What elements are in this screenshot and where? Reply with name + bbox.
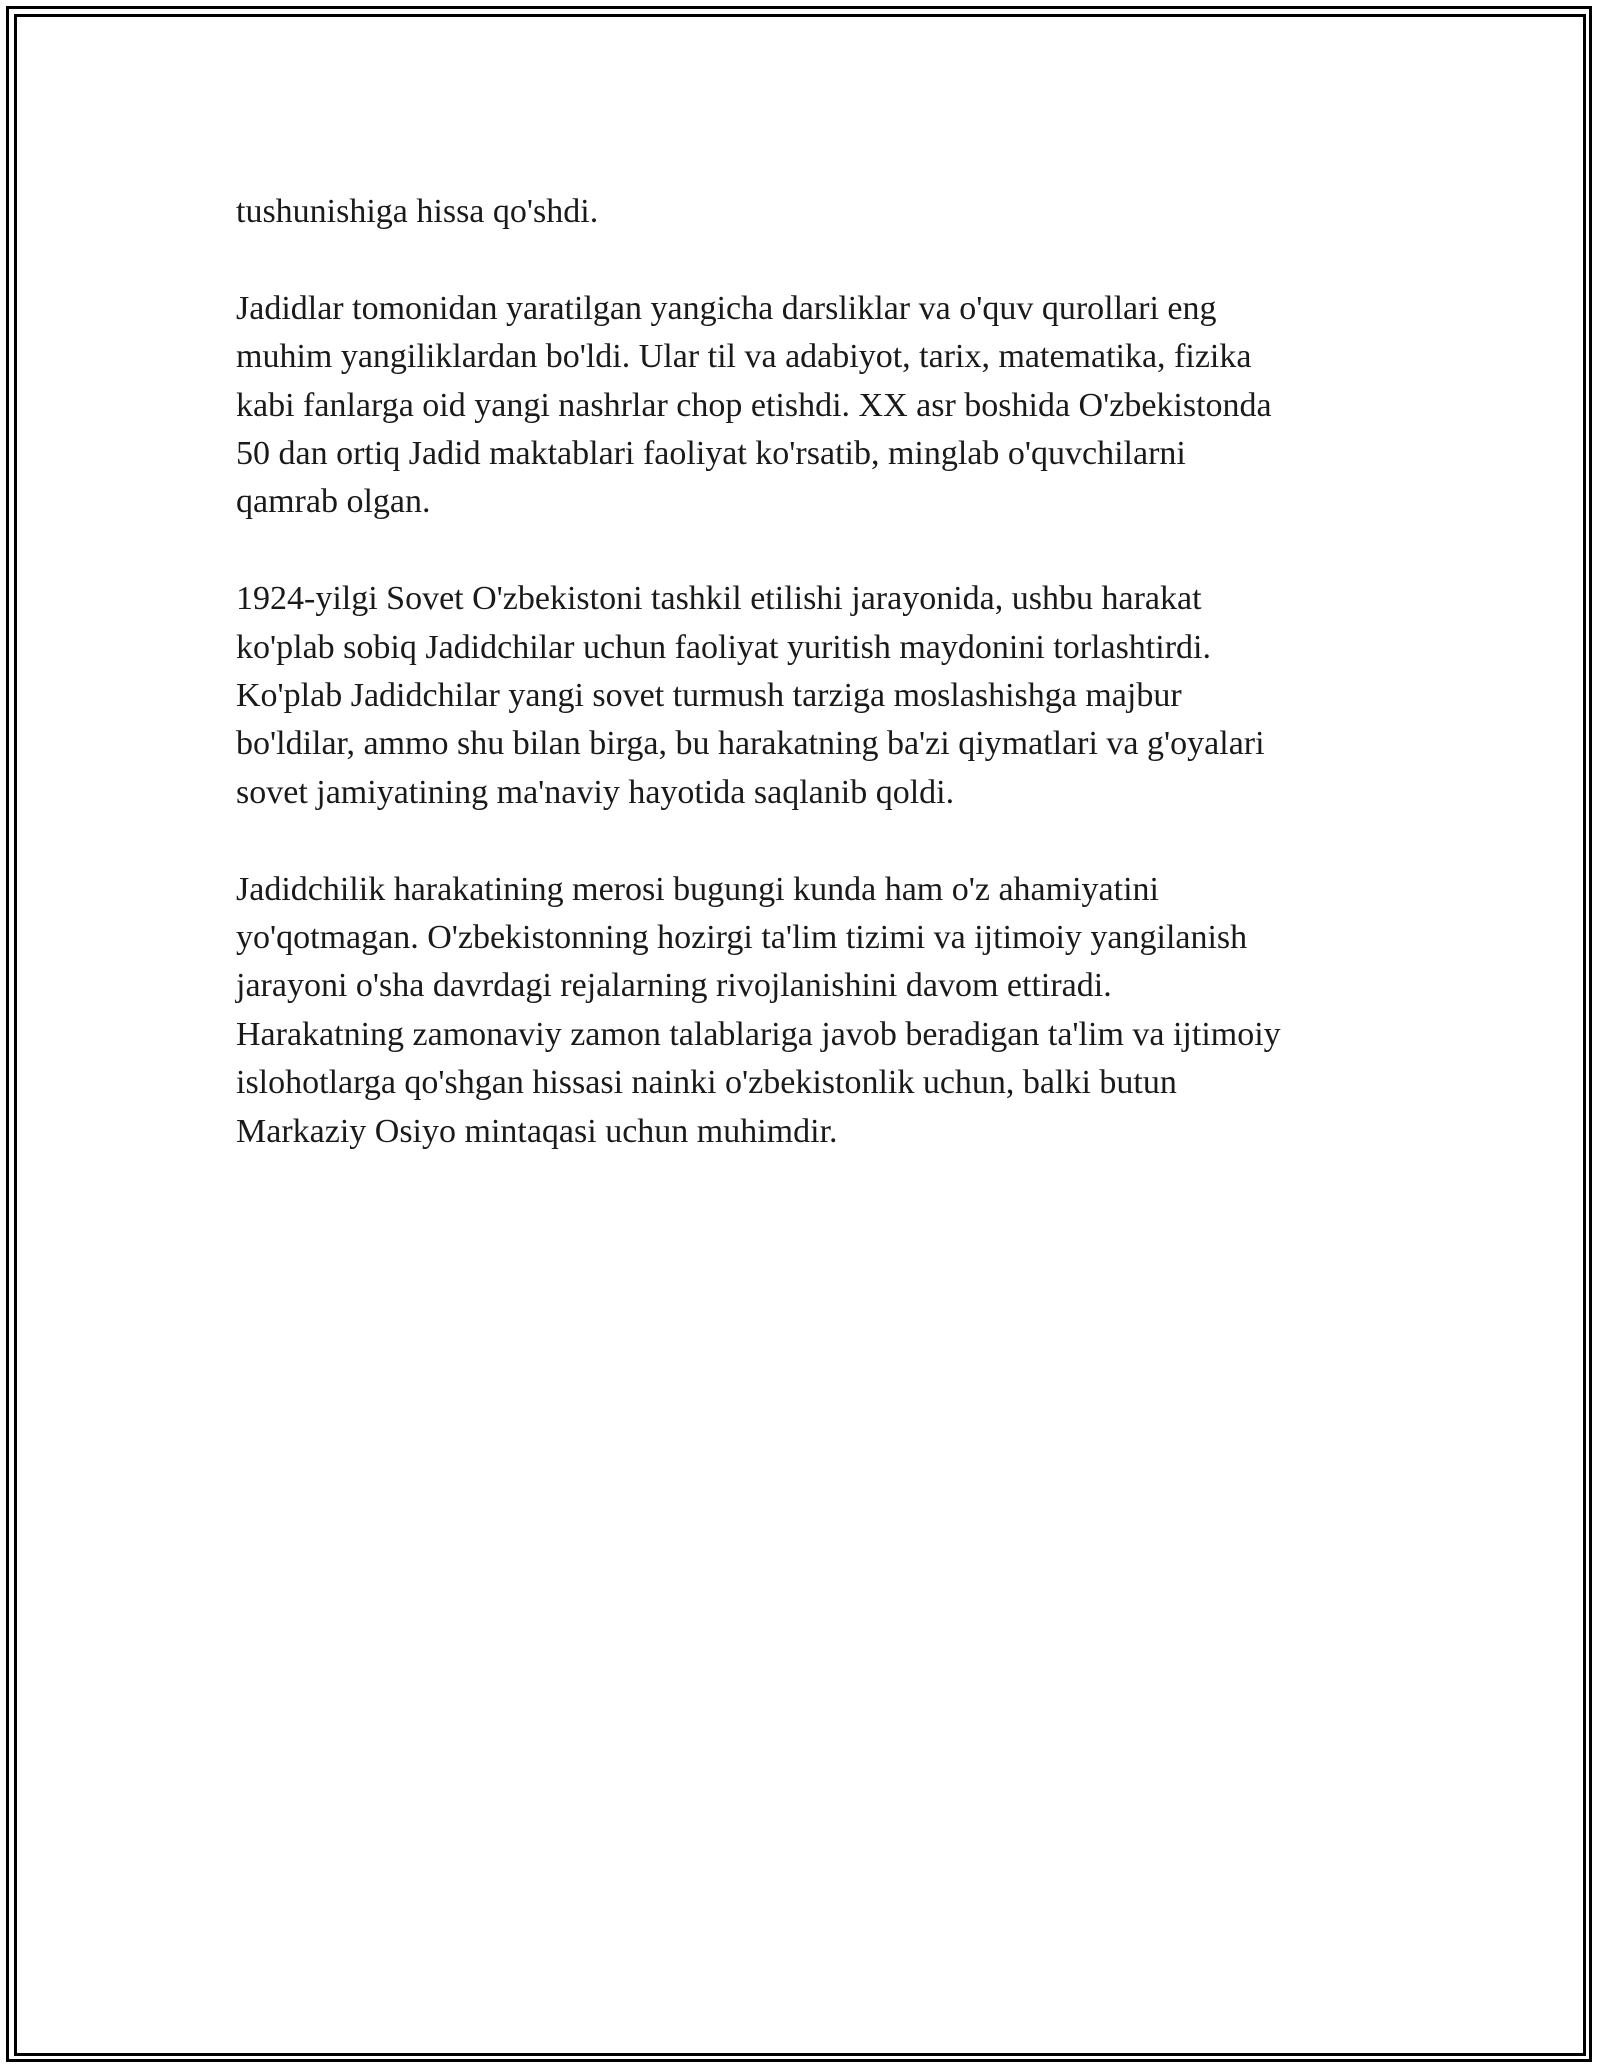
paragraph-4 — [236, 866, 1376, 1156]
text-line: tushunishiga hissa qo'shdi. — [236, 193, 599, 230]
text-line: jarayoni o'sha davrdagi rejalarning rivojlanishini davom ettiradi. — [236, 967, 1112, 1005]
paragraph-2 — [236, 285, 1376, 527]
text-line: sovet jamiyatining ma'naviy hayotida saqlanib qoldi. — [236, 773, 955, 811]
text-line: qamrab olgan. — [236, 483, 431, 521]
text-line: muhim yangiliklardan bo'ldi. Ular til va adabiyot, tarix, matematika, fizika — [236, 338, 1252, 376]
text-line: kabi fanlarga oid yangi nashrlar chop etishdi. XX asr boshida O'zbekistonda — [236, 386, 1272, 424]
text-line: Harakatning zamonaviy zamon talablariga javob beradigan ta'lim va ijtimoiy — [236, 1015, 1281, 1053]
text-line: Ko'plab Jadidchilar yangi sovet turmush tarziga moslashishga majbur — [236, 677, 1182, 715]
text-line: bo'ldilar, ammo shu bilan birga, bu harakatning ba'zi qiymatlari va g'oyalari — [236, 725, 1265, 763]
text-line: islohotlarga qo'shgan hissasi nainki o'zbekistonlik uchun, balki butun — [236, 1064, 1177, 1102]
text-line: Jadidlar tomonidan yaratilgan yangicha darsliklar va o'quv qurollari eng — [236, 289, 1217, 327]
text-line: 1924-yilgi Sovet O'zbekistoni tashkil etilishi jarayonida, ushbu harakat — [236, 580, 1202, 618]
document-body — [236, 188, 1376, 1204]
text-line: Jadidchilik harakatining merosi bugungi kunda ham o'z ahamiyatini — [236, 870, 1159, 908]
text-line: yo'qotmagan. O'zbekistonning hozirgi ta'lim tizimi va ijtimoiy yangilanish — [236, 919, 1248, 957]
text-line: Markaziy Osiyo mintaqasi uchun muhimdir. — [236, 1112, 838, 1150]
paragraph-3 — [236, 575, 1376, 817]
text-line: ko'plab sobiq Jadidchilar uchun faoliyat yuritish maydonini torlashtirdi. — [236, 628, 1211, 666]
paragraph-1 — [236, 188, 1376, 236]
text-line: 50 dan ortiq Jadid maktablari faoliyat ko'rsatib, minglab o'quvchilarni — [236, 435, 1186, 473]
